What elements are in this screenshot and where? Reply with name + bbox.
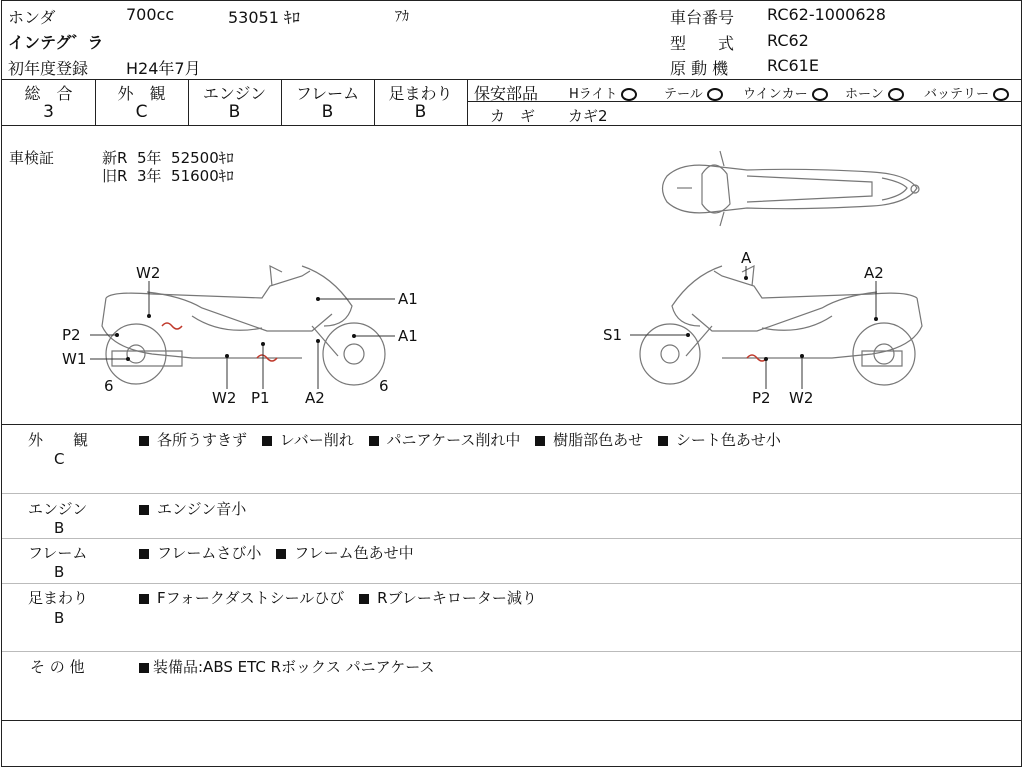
bullet-icon — [359, 594, 369, 604]
diagram-label: A2 — [864, 264, 884, 282]
bullet-icon — [658, 436, 668, 446]
diagram-label: P1 — [251, 389, 270, 407]
diagram-label: W2 — [212, 389, 237, 407]
damage-mark — [162, 323, 182, 329]
motorcycle-diagram — [2, 126, 1021, 424]
divider — [2, 424, 1021, 425]
inspection-label: 車検証 — [9, 149, 55, 167]
divider — [2, 583, 1021, 584]
bullet-icon — [139, 663, 149, 673]
suspension-section-label: 足まわり — [28, 589, 89, 607]
maker-text: ホンダ — [8, 8, 56, 27]
exterior-grade-label: 外 観 — [117, 84, 166, 103]
top-view-outline — [663, 151, 920, 226]
suspension-section-grade: B — [54, 609, 65, 627]
type-value: RC62 — [767, 31, 809, 50]
divider — [2, 493, 1021, 494]
suspension-notes: Fフォークダストシールひび Rブレーキローター減り — [139, 587, 537, 608]
first-reg-value: H24年7月 — [126, 59, 201, 78]
frame-section-grade: B — [54, 563, 65, 581]
diagram-label: W2 — [789, 389, 814, 407]
divider — [2, 538, 1021, 539]
key-label: カ ギ — [490, 107, 536, 125]
left-side-view-outline — [102, 266, 385, 385]
frame-section-label: フレーム — [28, 544, 88, 562]
first-reg-label: 初年度登録 — [8, 59, 89, 78]
safety-label: 保安部品 — [474, 84, 539, 103]
suspension-grade-label: 足まわり — [388, 84, 453, 103]
other-section-label: そ の 他 — [30, 658, 85, 676]
frame-grade-label: フレーム — [295, 84, 360, 103]
exterior-notes: 各所うすきず レバー削れ パニアケース削れ中 樹脂部色あせ シート色あせ小 — [139, 429, 781, 450]
mileage-text: 53051 ｷﾛ — [228, 8, 300, 27]
diagram-label: 6 — [379, 377, 389, 395]
color-text: ｱｶ — [395, 9, 409, 25]
overall-grade-label: 総 合 — [24, 84, 73, 103]
ok-circle-icon — [707, 88, 723, 101]
diagram-label: A1 — [398, 327, 418, 345]
model-name-text: インテグ゛ラ — [8, 33, 104, 52]
type-label: 型 式 — [670, 34, 735, 53]
safety-item: ホーン — [845, 83, 904, 102]
inspection-new: 新R 5年 52500ｷﾛ — [102, 149, 234, 167]
inspection-old: 旧R 3年 51600ｷﾛ — [102, 167, 234, 185]
chassis-label: 車台番号 — [670, 8, 735, 27]
inspection-sheet — [1, 0, 1022, 767]
safety-item: テール — [664, 83, 723, 102]
engine-grade-value: B — [228, 102, 241, 122]
engine-model-label: 原 動 機 — [670, 59, 729, 78]
chassis-value: RC62-1000628 — [767, 5, 886, 24]
overall-grade-value: 3 — [43, 102, 54, 122]
engine-notes: エンジン音小 — [139, 498, 246, 519]
engine-section-grade: B — [54, 519, 65, 537]
exterior-section-label: 外 観 — [28, 431, 89, 449]
engine-section-label: エンジン — [28, 500, 88, 518]
ok-circle-icon — [621, 88, 637, 101]
safety-item: ウインカー — [743, 83, 828, 102]
bullet-icon — [139, 505, 149, 515]
diagram-label: W1 — [62, 350, 87, 368]
divider — [467, 79, 468, 125]
frame-grade-value: B — [321, 102, 334, 122]
key-value: カギ2 — [568, 107, 608, 125]
bullet-icon — [139, 436, 149, 446]
engine-model-value: RC61E — [767, 56, 819, 75]
bullet-icon — [276, 549, 286, 559]
diagram-label: W2 — [136, 264, 161, 282]
divider — [2, 79, 1021, 80]
engine-grade-label: エンジン — [202, 84, 267, 103]
bullet-icon — [535, 436, 545, 446]
diagram-label: 6 — [104, 377, 114, 395]
ok-circle-icon — [888, 88, 904, 101]
other-notes: 装備品:ABS ETC Rボックス パニアケース — [139, 656, 434, 677]
exterior-grade-value: C — [135, 102, 148, 122]
diagram-label: A — [741, 249, 752, 267]
exterior-section-grade: C — [54, 450, 65, 468]
bullet-icon — [139, 594, 149, 604]
ok-circle-icon — [993, 88, 1009, 101]
diagram-label: S1 — [603, 326, 623, 344]
diagram-label: P2 — [752, 389, 771, 407]
bullet-icon — [369, 436, 379, 446]
safety-item: バッテリー — [924, 83, 1009, 102]
frame-notes: フレームさび小 フレーム色あせ中 — [139, 542, 414, 563]
divider — [2, 651, 1021, 652]
displacement-text: 700cc — [126, 5, 175, 24]
bullet-icon — [139, 549, 149, 559]
diagram-label: P2 — [62, 326, 81, 344]
diagram-label: A2 — [305, 389, 325, 407]
divider — [2, 720, 1021, 721]
right-side-view-outline — [640, 266, 922, 385]
diagram-label: A1 — [398, 290, 418, 308]
bullet-icon — [262, 436, 272, 446]
ok-circle-icon — [812, 88, 828, 101]
suspension-grade-value: B — [414, 102, 427, 122]
safety-item: Hライト — [569, 83, 637, 102]
